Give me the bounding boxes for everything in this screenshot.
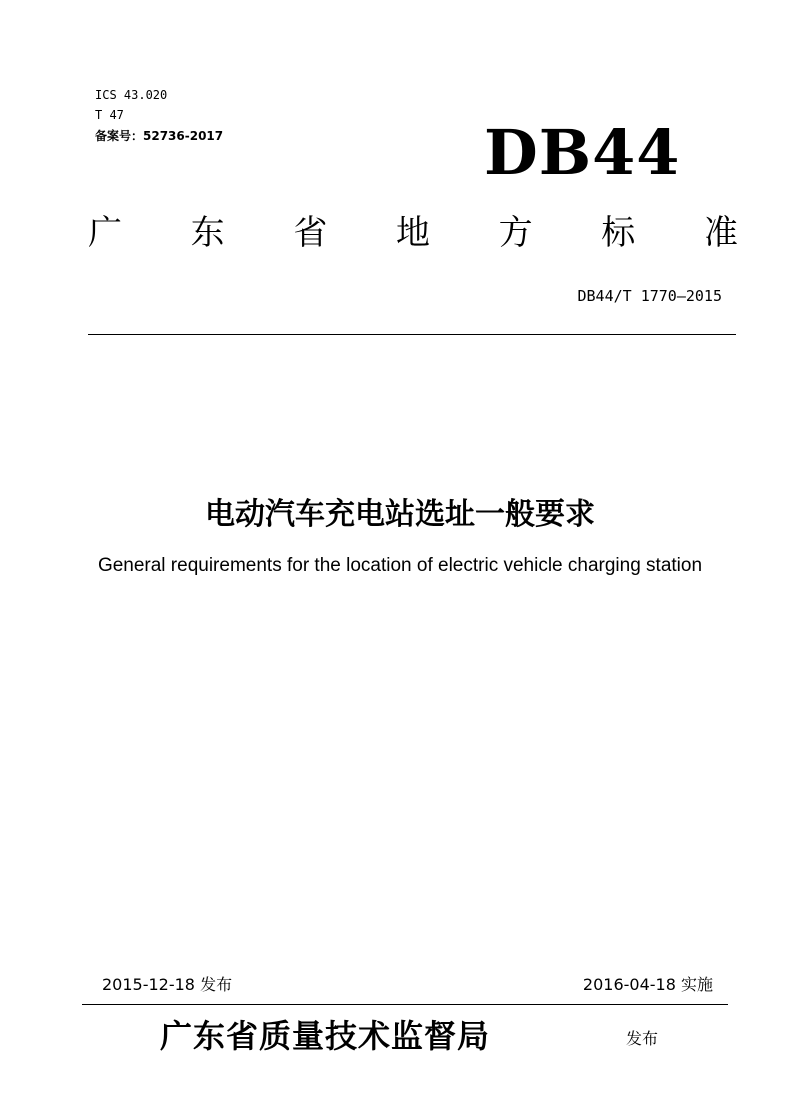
standard-type-char: 东 xyxy=(190,213,225,253)
implementation-date: 2016-04-18 实施 xyxy=(582,975,713,994)
standard-type-char: 广 xyxy=(88,213,122,253)
ics-code: ICS 43.020 xyxy=(95,88,168,102)
registration-number: 备案号：52736-2017 xyxy=(95,129,224,143)
standard-number: DB44/T 1770—2015 xyxy=(577,287,722,305)
standard-type-char: 准 xyxy=(703,213,738,253)
standard-type-char: 省 xyxy=(293,213,328,253)
standard-type-char: 标 xyxy=(601,213,636,253)
standard-type-char: 方 xyxy=(498,213,533,253)
issue-date: 2015-12-18 发布 xyxy=(102,975,233,994)
top-divider xyxy=(88,334,736,335)
issuer-action-label: 发布 xyxy=(626,1029,659,1048)
issuing-authority: 广东省质量技术监督局 xyxy=(160,1017,491,1055)
standard-type-char: 地 xyxy=(395,213,430,253)
standard-mark: DB44 xyxy=(484,116,681,189)
title-english: General requirements for the location of electric vehicle charging station xyxy=(97,555,703,576)
title-chinese: 电动汽车充电站选址一般要求 xyxy=(205,497,595,532)
standard-type-heading xyxy=(88,208,738,258)
classification-code: T 47 xyxy=(95,108,124,122)
bottom-divider xyxy=(82,1004,728,1005)
